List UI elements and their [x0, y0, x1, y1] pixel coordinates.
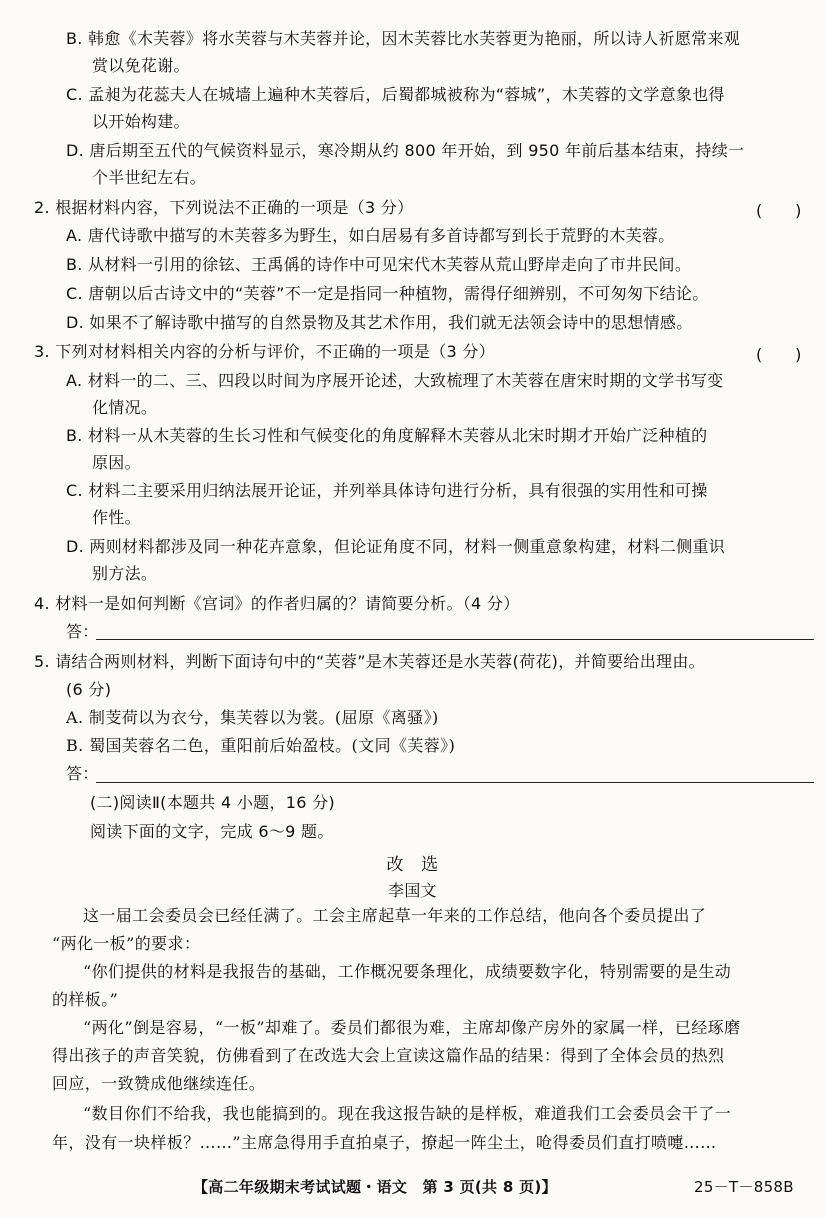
q3-option-d-line1: D. 两则材料都涉及同一种花卉意象，但论证角度不同，材料一侧重意象构建，材料二侧重识 — [66, 537, 726, 556]
q2-option-b: B. 从材料一引用的徐铉、王禹偁的诗作中可见宋代木芙蓉从荒山野岸走向了市井民间。 — [66, 255, 692, 274]
q3-stem: 3. 下列对材料相关内容的分析与评价，不正确的一项是（3 分） — [34, 342, 495, 361]
q2-option-d: D. 如果不了解诗歌中描写的自然景物及其艺术作用，我们就无法领会诗中的思想情感。 — [66, 313, 693, 332]
q2-answer-parens: ( ) — [756, 201, 802, 220]
q2-option-a: A. 唐代诗歌中描写的木芙蓉多为野生，如白居易有多首诗都写到长于荒野的木芙蓉。 — [66, 226, 675, 245]
q3-option-c-line1: C. 材料二主要采用归纳法展开论证，并列举具体诗句进行分析，具有很强的实用性和可操 — [66, 481, 708, 500]
q5-answer-label: 答： — [66, 764, 99, 783]
q5-option-b: B. 蜀国芙蓉名二色，重阳前后始盈枝。(文同《芙蓉》) — [66, 736, 456, 755]
q3-answer-parens: ( ) — [756, 345, 802, 364]
q1-option-c-line1: C. 孟昶为花蕊夫人在城墙上遍种木芙蓉后，后蜀都城被称为“蓉城”，木芙蓉的文学意象也得 — [66, 85, 725, 104]
q3-option-b-line2: 原因。 — [92, 453, 141, 472]
q1-option-b-line2: 赏以免花谢。 — [92, 56, 190, 75]
story-paragraph-3-line2: 得出孩子的声音笑貌，仿佛看到了在改选大会上宣读这篇作品的结果：得到了全体会员的热烈 — [52, 1046, 725, 1065]
q5-answer-line[interactable] — [96, 782, 814, 783]
q1-option-d-line2: 个半世纪左右。 — [92, 168, 207, 187]
section-heading: (二)阅读Ⅱ(本题共 4 小题，16 分) — [90, 793, 335, 812]
story-paragraph-4-line1: “数目你们不给我，我也能搞到的。现在我这报告缺的是样板，难道我们工会委员会干了一 — [83, 1104, 732, 1123]
story-paragraph-3-line1: “两化”倒是容易，“一板”却难了。委员们都很为难，主席却像产房外的家属一样，已经琢磨 — [83, 1018, 741, 1037]
story-title: 改 选 — [386, 855, 439, 875]
story-paragraph-3-line3: 回应，一致赞成他继续连任。 — [52, 1074, 266, 1093]
story-paragraph-4-line2: 年，没有一块样板？……”主席急得用手直拍桌子，撩起一阵尘土，呛得委员们直打喷嚏…… — [52, 1133, 717, 1152]
q3-option-c-line2: 作性。 — [92, 508, 141, 527]
q5-stem-line2: (6 分) — [66, 680, 112, 699]
footer-page-info: 【高二年级期末考试试题・语文 第 3 页(共 8 页)】 — [193, 1178, 557, 1196]
q1-option-b-line1: B. 韩愈《木芙蓉》将水芙蓉与木芙蓉并论，因木芙蓉比水芙蓉更为艳丽，所以诗人祈愿常来观 — [66, 29, 741, 48]
q5-stem-line1: 5. 请结合两则材料，判断下面诗句中的“芙蓉”是木芙蓉还是水芙蓉(荷花)，并简要给出理由。 — [34, 652, 705, 671]
story-paragraph-1-line2: “两化一板”的要求： — [52, 934, 201, 953]
story-paragraph-2-line2: 的样板。” — [52, 990, 119, 1009]
story-paragraph-1-line1: 这一届工会委员会已经任满了。工会主席起草一年来的工作总结，他向各个委员提出了 — [83, 906, 707, 925]
q1-option-c-line2: 以开始构建。 — [92, 112, 190, 131]
q4-stem: 4. 材料一是如何判断《宫词》的作者归属的？请简要分析。（4 分） — [34, 594, 520, 613]
q2-stem: 2. 根据材料内容，下列说法不正确的一项是（3 分） — [34, 198, 414, 217]
q4-answer-line[interactable] — [96, 639, 814, 640]
footer-exam-code: 25－T－858B — [694, 1178, 794, 1196]
q3-option-a-line2: 化情况。 — [92, 398, 158, 417]
q1-option-d-line1: D. 唐后期至五代的气候资料显示，寒冷期从约 800 年开始，到 950 年前后基本结束，持续一 — [66, 141, 745, 160]
story-author: 李国文 — [388, 881, 437, 900]
q3-option-a-line1: A. 材料一的二、三、四段以时间为序展开论述，大致梳理了木芙蓉在唐宋时期的文学书写变 — [66, 371, 724, 390]
section-instruction: 阅读下面的文字，完成 6～9 题。 — [90, 822, 334, 841]
q3-option-b-line1: B. 材料一从木芙蓉的生长习性和气候变化的角度解释木芙蓉从北宋时期才开始广泛种植的 — [66, 426, 708, 445]
q4-answer-label: 答： — [66, 622, 99, 641]
q2-option-c: C. 唐朝以后古诗文中的“芙蓉”不一定是指同一种植物，需得仔细辨别，不可匆匆下结论。 — [66, 284, 709, 303]
q5-option-a: A. 制芰荷以为衣兮，集芙蓉以为裳。(屈原《离骚》) — [66, 708, 439, 727]
story-paragraph-2-line1: “你们提供的材料是我报告的基础，工作概况要条理化，成绩要数字化，特别需要的是生动 — [83, 962, 732, 981]
q3-option-d-line2: 别方法。 — [92, 564, 158, 583]
